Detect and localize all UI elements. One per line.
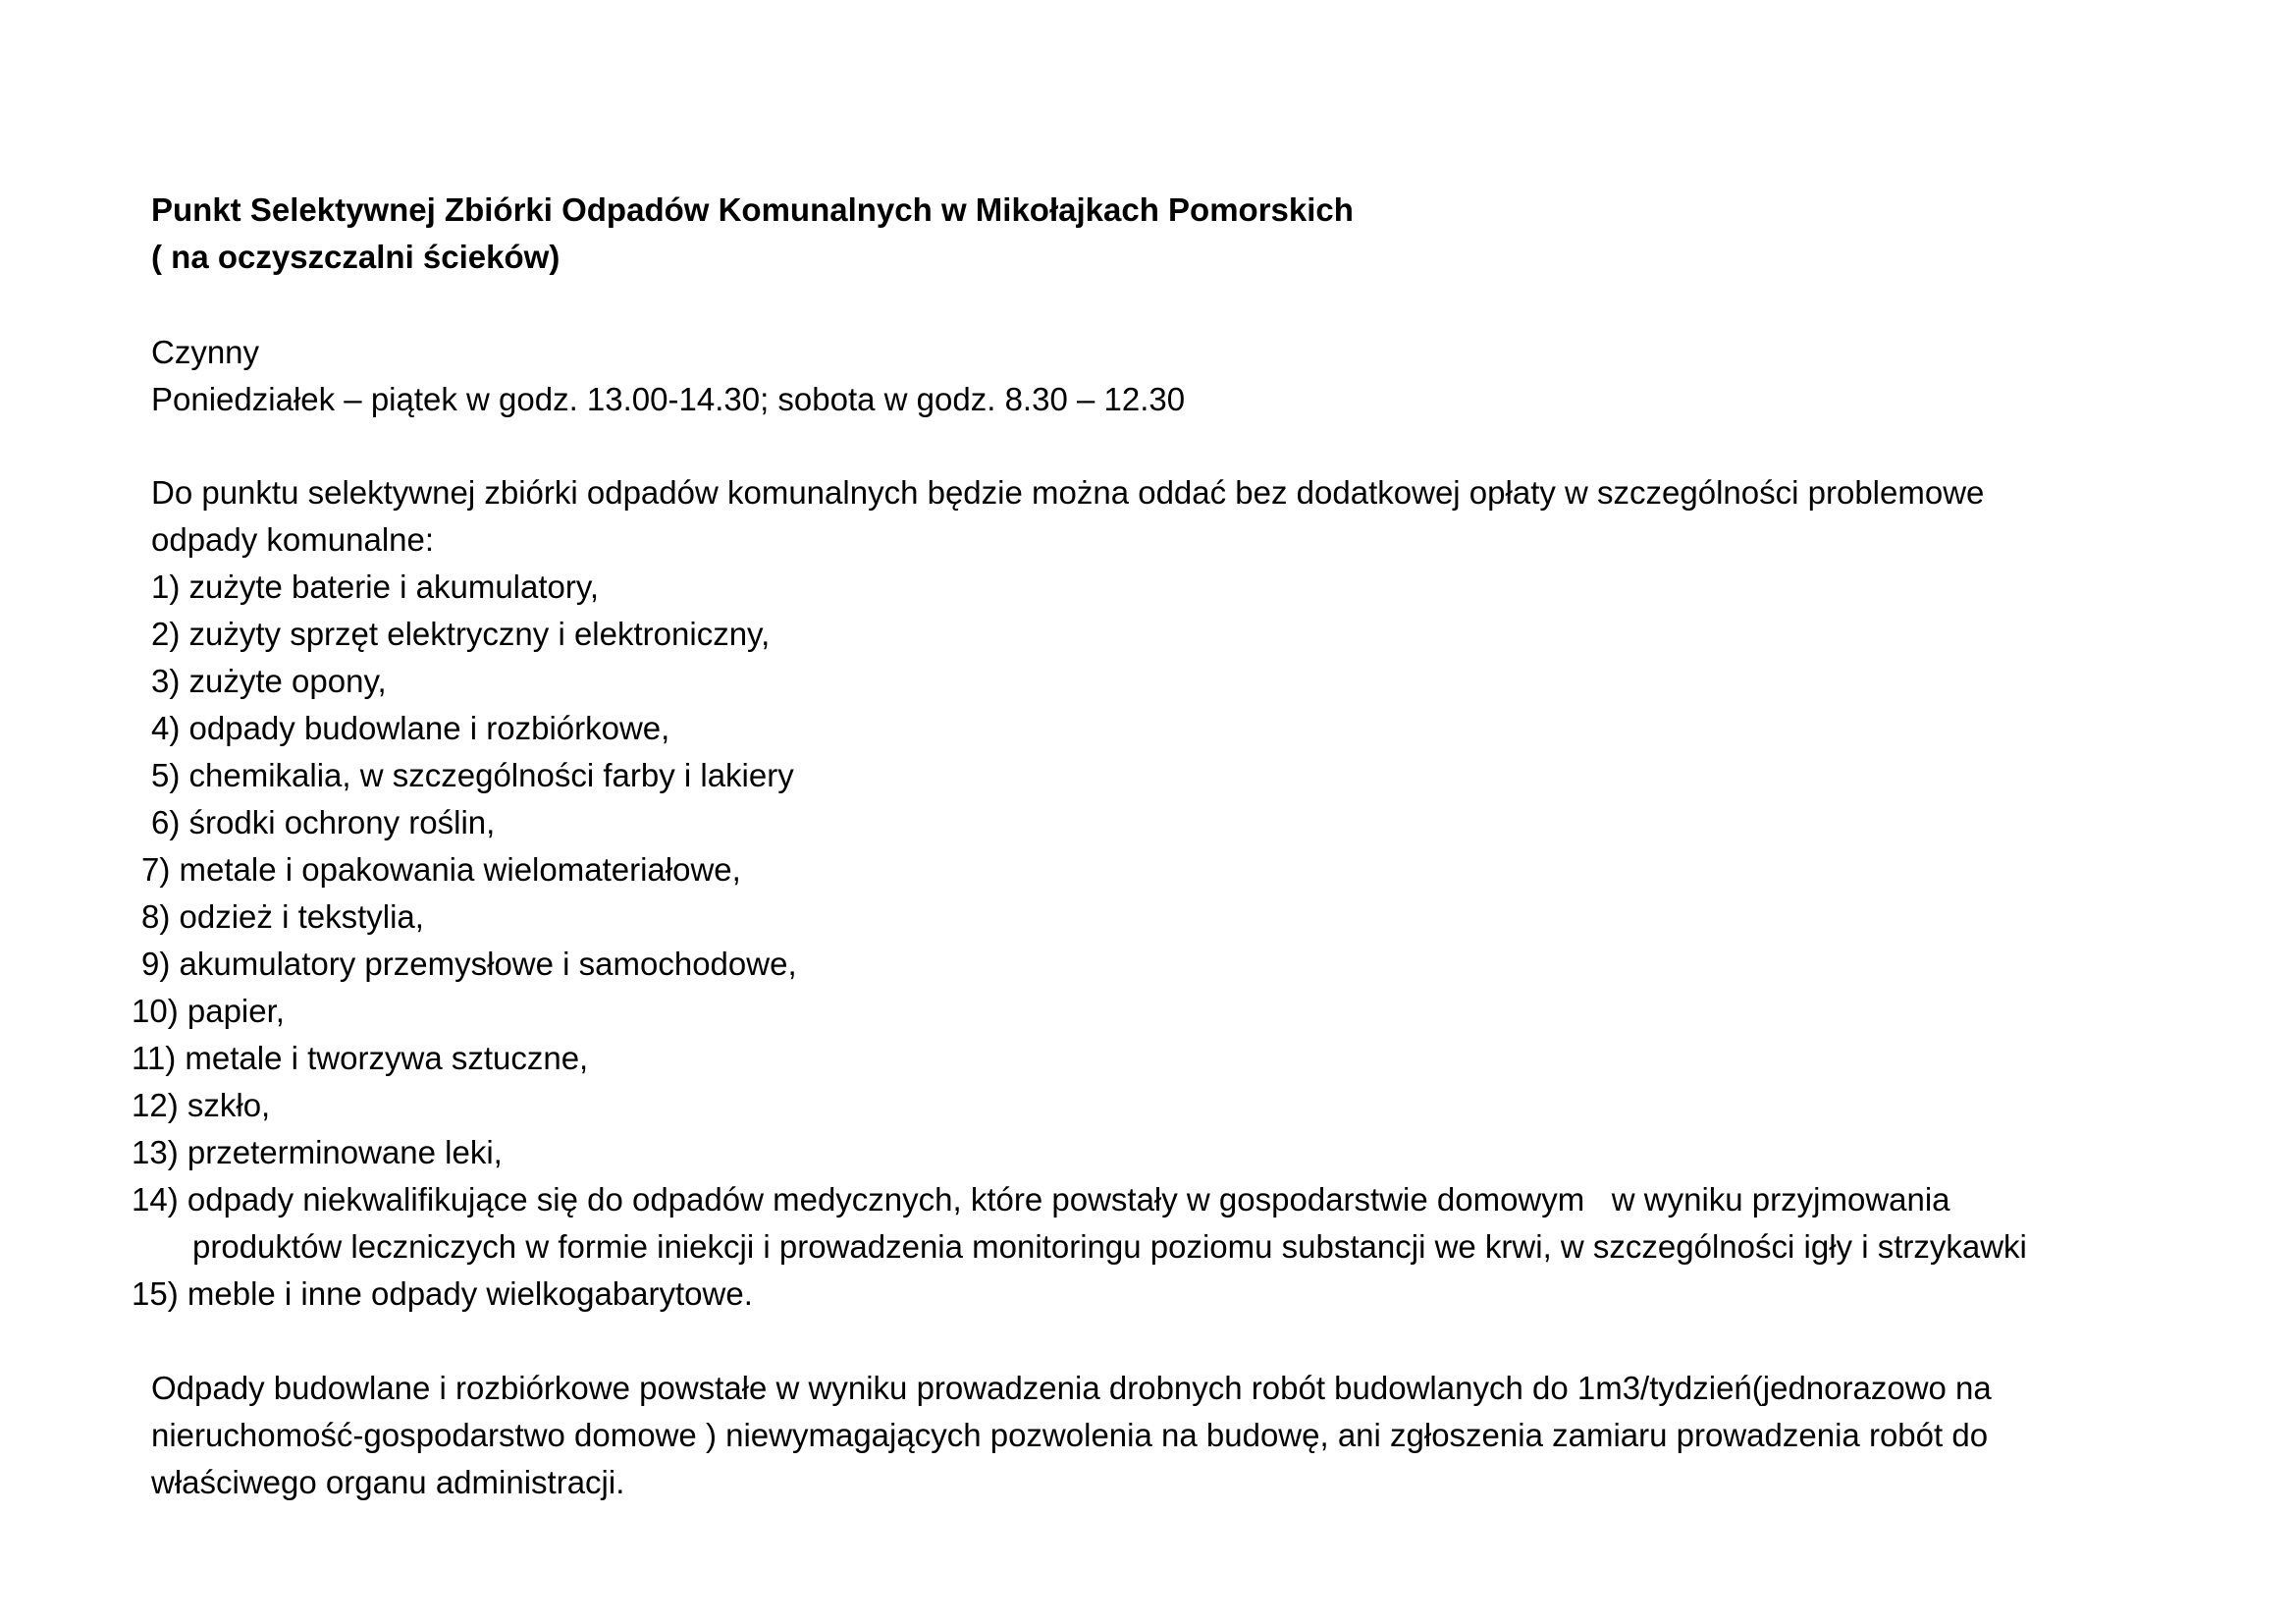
hours-label: Czynny (151, 334, 260, 370)
list-item (141, 846, 741, 893)
list-item-text: zużyte baterie i akumulatory, (188, 568, 600, 605)
list-item (132, 1035, 588, 1082)
list-item (141, 941, 797, 988)
list-item (151, 705, 669, 752)
list-item-text: odzież i tekstylia, (179, 898, 424, 935)
list-item-text: metale i opakowania wielomateriałowe, (179, 851, 741, 888)
list-item-text: zużyte opony, (188, 663, 387, 699)
list-item (132, 988, 285, 1035)
list-item-number: 2) (151, 616, 181, 652)
list-item-text: papier, (187, 993, 285, 1029)
list-item-number: 13) (132, 1134, 179, 1170)
intro-line-2: odpady komunalne: (151, 521, 435, 558)
list-item (132, 1271, 753, 1318)
list-item-number: 7) (141, 851, 171, 888)
list-item-text: odpady budowlane i rozbiórkowe, (188, 710, 670, 746)
list-item (151, 611, 770, 658)
footer-line-1: Odpady budowlane i rozbiórkowe powstałe w wyniku prowadzenia drobnych robót budowlanych do 1m3/tydzień(jednorazowo na (151, 1370, 1992, 1406)
list-item (151, 752, 794, 799)
list-item (141, 893, 424, 941)
list-item-number: 6) (151, 804, 181, 840)
list-item (151, 564, 599, 611)
list-item-number: 14) (132, 1181, 179, 1218)
list-item-number: 11) (132, 1040, 177, 1076)
list-item-number: 9) (141, 946, 171, 982)
footer-line-2: nieruchomość-gospodarstwo domowe ) niewymagających pozwolenia na budowę, ani zgłoszenia zamiaru prowadzenia robót do (151, 1417, 1989, 1453)
list-item-text: odpady niekwalifikujące się do odpadów medycznych, które powstały w gospodarstwie domowym w wyniku przyjmowania (187, 1181, 1950, 1218)
list-item-number: 10) (132, 993, 179, 1029)
list-item-text: środki ochrony roślin, (188, 804, 496, 840)
list-item-text: przeterminowane leki, (187, 1134, 503, 1170)
title-line-1: Punkt Selektywnej Zbiórki Odpadów Komunalnych w Mikołajkach Pomorskich (151, 191, 1354, 228)
list-item-text: akumulatory przemysłowe i samochodowe, (179, 946, 797, 982)
list-item-text: meble i inne odpady wielkogabarytowe. (187, 1275, 753, 1312)
list-item-text: zużyty sprzęt elektryczny i elektroniczny, (188, 616, 771, 652)
list-item-number: 3) (151, 663, 181, 699)
list-item (132, 1176, 1950, 1223)
hours-text: Poniedziałek – piątek w godz. 13.00-14.30; sobota w godz. 8.30 – 12.30 (151, 381, 1186, 417)
list-item-text: metale i tworzywa sztuczne, (185, 1040, 589, 1076)
list-item-text: chemikalia, w szczególności farby i lakiery (188, 757, 794, 793)
list-item (132, 1129, 503, 1176)
list-item-text: szkło, (187, 1087, 271, 1123)
list-item-number: 1) (151, 568, 181, 605)
intro-line-1: Do punktu selektywnej zbiórki odpadów komunalnych będzie można oddać bez dodatkowej opłaty w szczególności problemowe (151, 474, 1985, 511)
list-item-number: 5) (151, 757, 181, 793)
list-item-number: 15) (132, 1275, 179, 1312)
list-item-number: 8) (141, 898, 171, 935)
list-item (151, 658, 387, 705)
list-item-number: 4) (151, 710, 181, 746)
list-item (151, 799, 495, 846)
list-item-number: 12) (132, 1087, 179, 1123)
footer-line-3: właściwego organu administracji. (151, 1464, 625, 1500)
title-line-2: ( na oczyszczalni ścieków) (151, 239, 561, 275)
list-item (132, 1082, 270, 1129)
list-item-continuation: produktów leczniczych w formie iniekcji i prowadzenia monitoringu poziomu substancji we krwi, w szczególności igły i strzykawki (192, 1228, 2027, 1265)
